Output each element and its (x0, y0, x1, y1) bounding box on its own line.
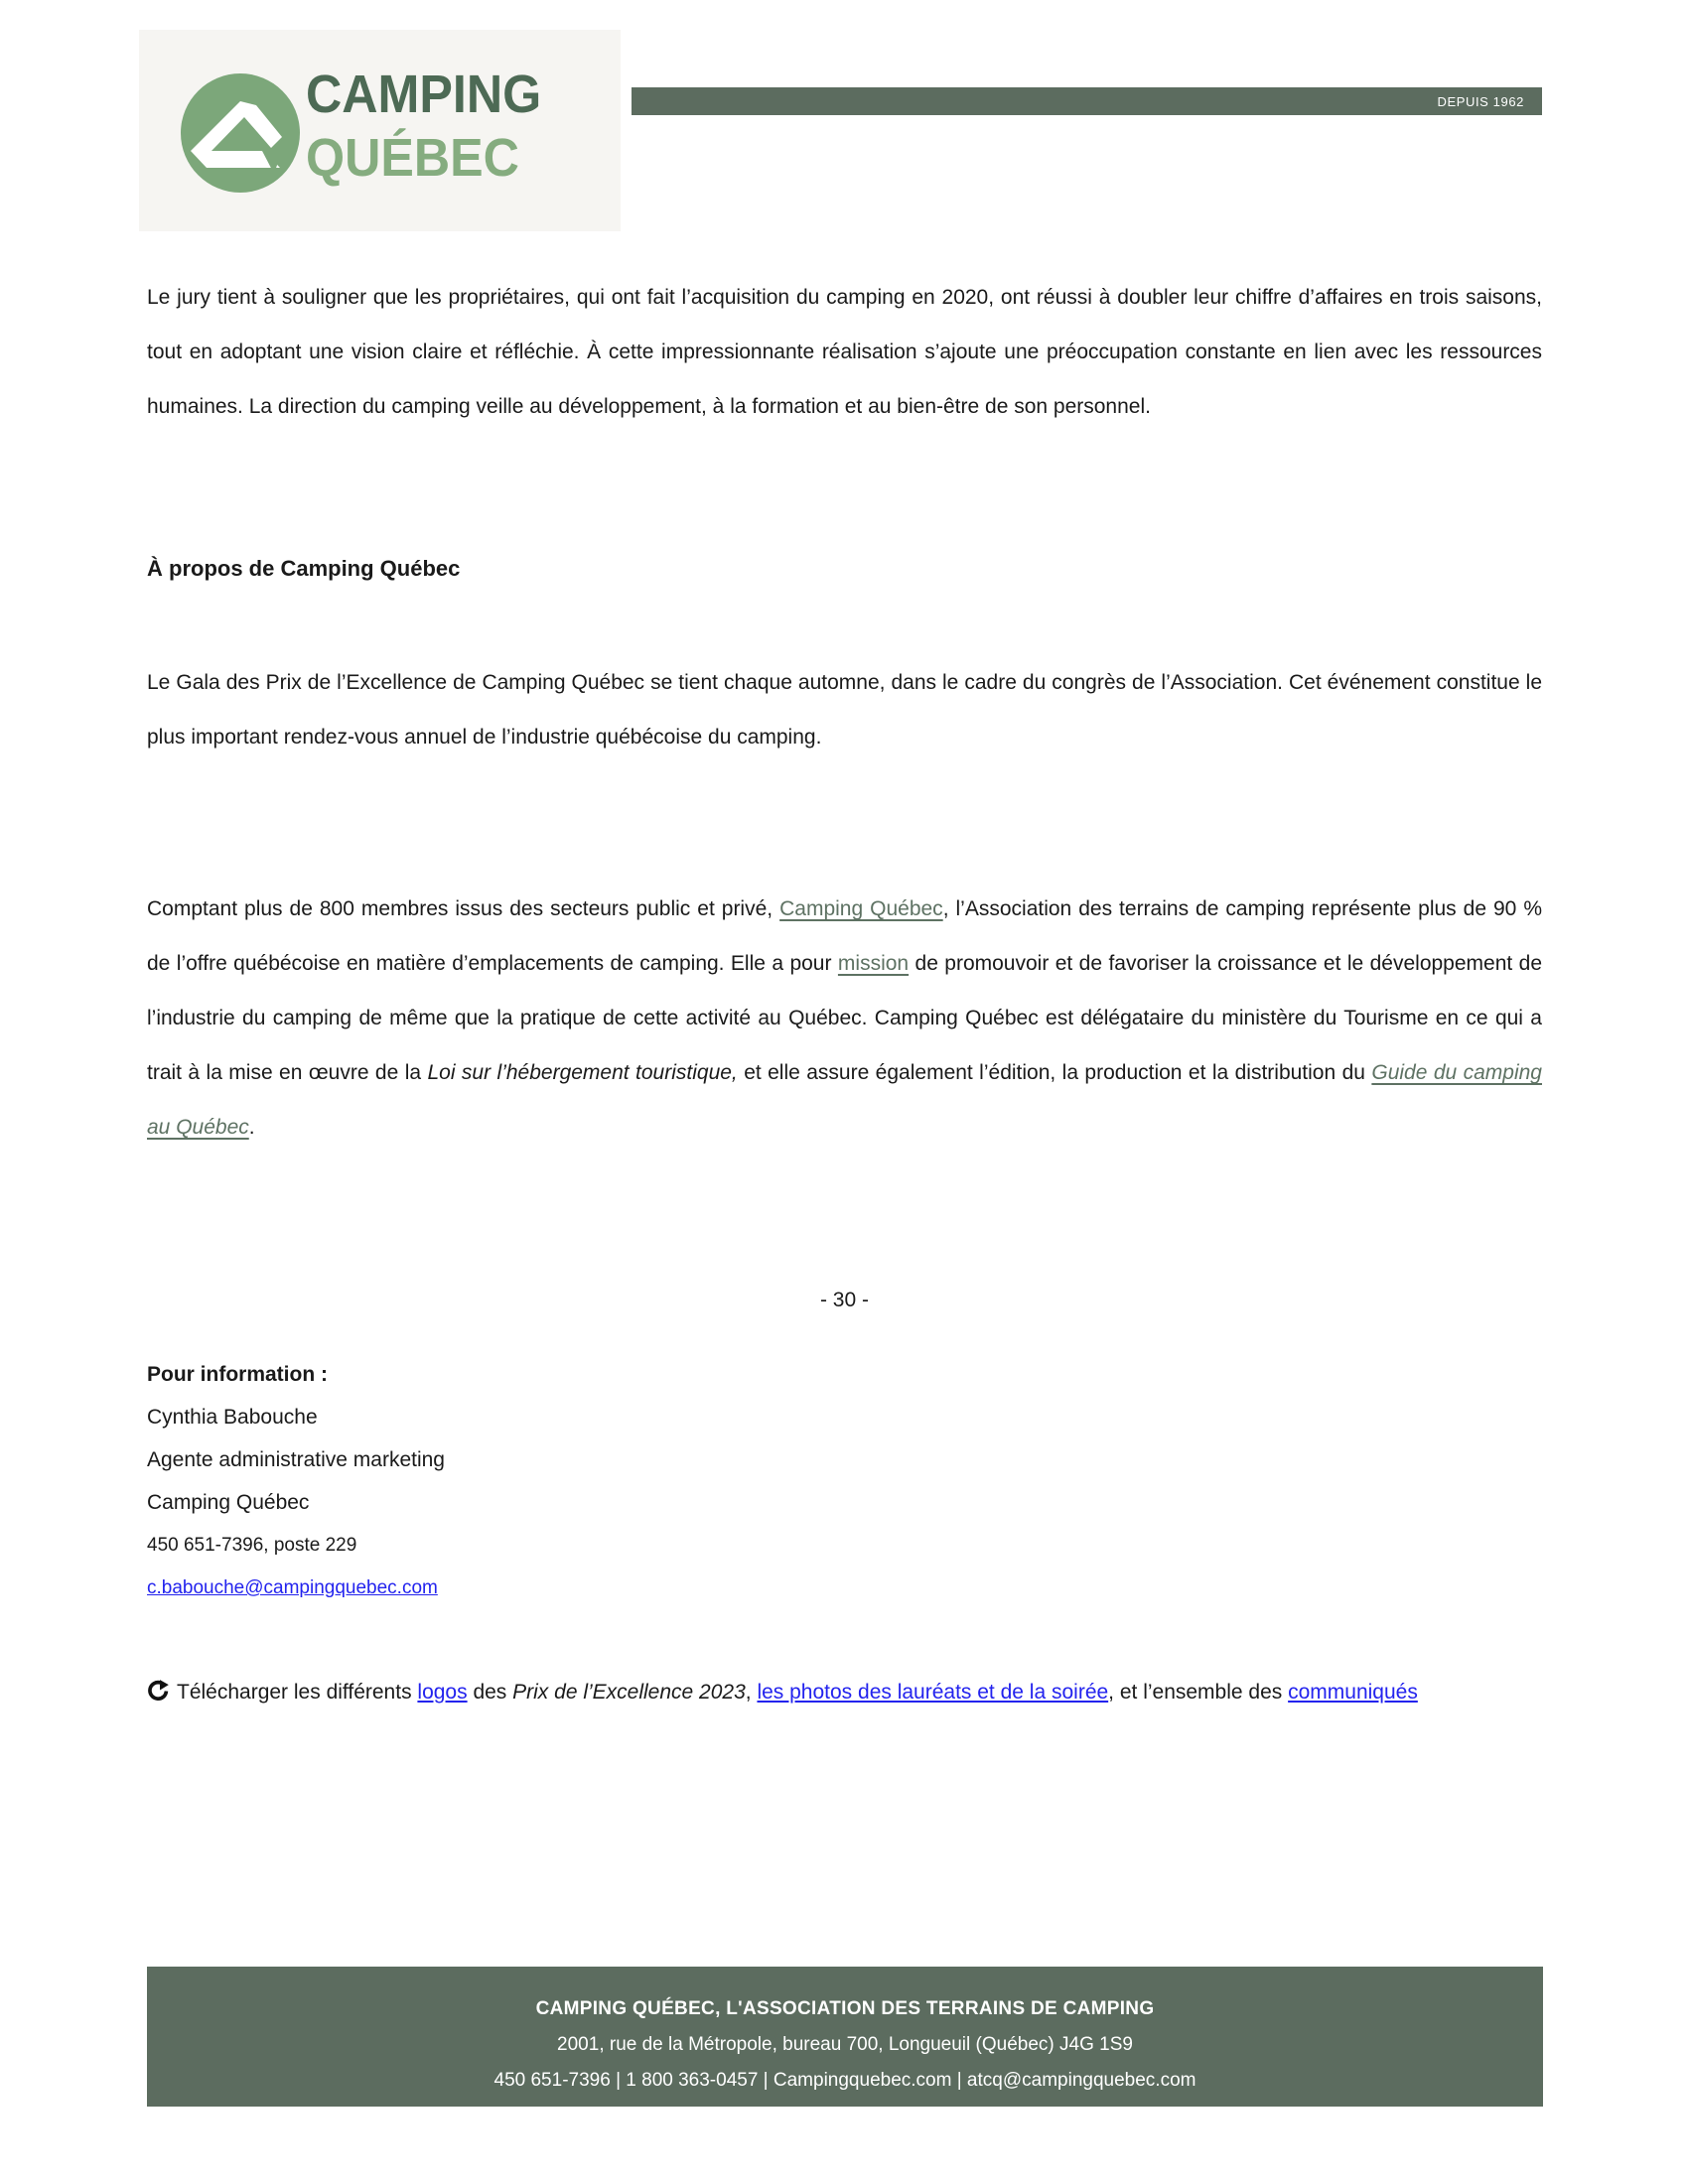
download-text (177, 1681, 1418, 1704)
text-segment: des (467, 1681, 513, 1704)
text-segment: et elle assure également l’édition, la production et la distribution du (737, 1061, 1372, 1084)
text-segment: de promouvoir et de favoriser la croissance et le développement de l’industrie du camping de même que la pratique de cette activité au Québec. Camping Québec est délégataire du ministère du Tourisme en ce qui a trait à la mise en œuvre de la (147, 952, 1542, 1084)
camping-quebec-link[interactable]: Camping Québec (779, 897, 943, 920)
footer-contacts: 450 651-7396 | 1 800 363-0457 | Campingquebec.com | atcq@campingquebec.com (493, 2070, 1196, 2091)
contact-org: Camping Québec (147, 1491, 310, 1514)
end-marker-30: - 30 - (819, 1289, 869, 1311)
text-segment: Télécharger les différents (177, 1681, 418, 1704)
contact-name: Cynthia Babouche (147, 1406, 318, 1429)
communiques-link[interactable]: communiqués (1288, 1681, 1418, 1704)
download-paragraph (147, 1666, 1542, 1719)
paragraph-gala: Le Gala des Prix de l’Excellence de Camping Québec se tient chaque automne, dans le cadre du congrès de l’Association. Cet événement constitue le plus important rendez-vous annuel de l’industrie québécoise du camping. (147, 671, 1542, 749)
paragraph-association (147, 882, 1542, 1155)
mission-link[interactable]: mission (837, 952, 910, 975)
redirect-arrow-icon (147, 1680, 169, 1702)
footer-association-name: CAMPING QUÉBEC, L'ASSOCIATION DES TERRAINS DE CAMPING (535, 1998, 1155, 2019)
text-segment: , (745, 1681, 758, 1704)
text-segment: Prix de l’Excellence 2023 (512, 1681, 746, 1704)
text-segment: , et l’ensemble des (1108, 1681, 1289, 1704)
logos-link[interactable]: logos (417, 1681, 468, 1704)
logo-panel (139, 30, 621, 231)
paragraph-jury: Le jury tient à souligner que les propriétaires, qui ont fait l’acquisition du camping en 2020, ont réussi à doubler leur chiffre d’affaires en trois saisons, tout en adoptant une vision claire et réfléchie. À cette impressionnante réalisation s’ajoute une préoccupation constante en lien avec les ressources humaines. La direction du camping veille au développement, à la formation et au bien-être de son personnel. (147, 286, 1542, 418)
tent-logo-icon (179, 71, 302, 195)
contact-email-line (147, 1567, 1542, 1609)
text-segment: Comptant plus de 800 membres issus des secteurs public et privé, (147, 897, 780, 920)
contact-heading: Pour information : (147, 1363, 328, 1386)
photos-link[interactable]: les photos des lauréats et de la soirée (757, 1681, 1109, 1704)
contact-title: Agente administrative marketing (147, 1448, 445, 1471)
text-segment: Loi sur l’hébergement touristique, (427, 1061, 738, 1084)
footer-band (147, 1967, 1543, 2107)
depuis-1962-label: DEPUIS 1962 (1437, 93, 1524, 109)
logo-wordmark-camping: CAMPING (306, 65, 542, 124)
about-heading: À propos de Camping Québec (147, 556, 461, 581)
text-segment: , l’Association des terrains de camping représente plus de 90 % de l’offre québécoise en matière d’emplacements de camping. Elle a pour (147, 897, 1542, 975)
contact-block (147, 1353, 1542, 1609)
contact-phone: 450 651-7396, poste 229 (147, 1535, 357, 1556)
logo-wordmark-quebec: QUÉBEC (306, 128, 519, 188)
header-accent-bar (632, 87, 1542, 115)
footer-address: 2001, rue de la Métropole, bureau 700, Longueuil (Québec) J4G 1S9 (557, 2034, 1133, 2055)
guide-camping-link[interactable]: Guide du camping au Québec (147, 1061, 1542, 1139)
contact-email-link[interactable]: c.babouche@campingquebec.com (147, 1577, 438, 1598)
text-segment: . (248, 1116, 255, 1139)
